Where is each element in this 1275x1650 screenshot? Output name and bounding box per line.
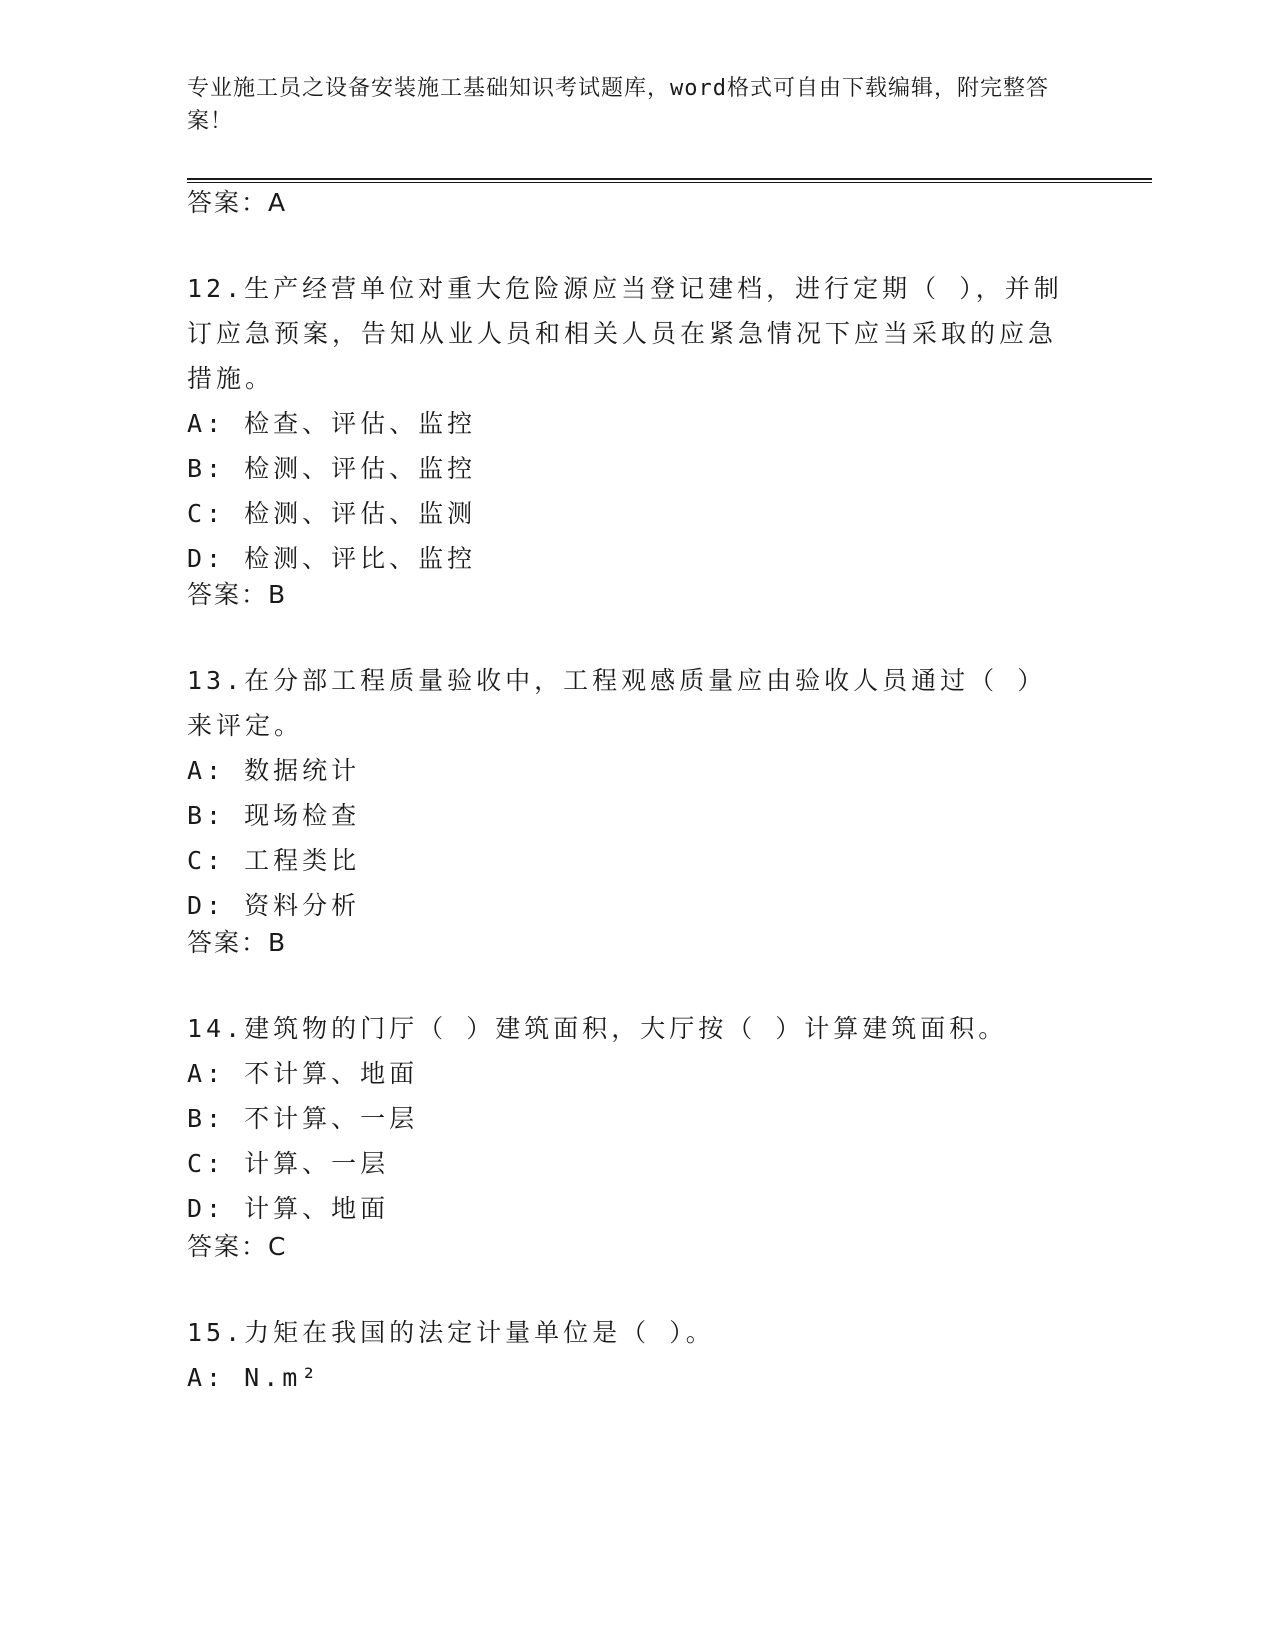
option-c: C: 计算、一层 — [187, 1149, 390, 1178]
question-12 — [187, 266, 1067, 581]
option-d: D: 检测、评比、监控 — [187, 544, 477, 573]
option-a: A: 检查、评估、监控 — [187, 409, 477, 438]
question-15 — [187, 1310, 1067, 1400]
option-a: A: N.m² — [187, 1363, 321, 1392]
question-13 — [187, 658, 1067, 928]
option-c: C: 检测、评估、监测 — [187, 499, 477, 528]
question-stem: 14.建筑物的门厅（ ）建筑面积，大厅按（ ）计算建筑面积。 — [187, 1014, 1008, 1043]
document-header: 专业施工员之设备安装施工基础知识考试题库，word格式可自由下载编辑，附完整答案！ — [187, 76, 1049, 134]
option-c: C: 工程类比 — [187, 846, 361, 875]
option-a: A: 数据统计 — [187, 756, 361, 785]
option-d: D: 资料分析 — [187, 891, 361, 920]
option-b: B: 不计算、一层 — [187, 1104, 419, 1133]
answer-12: 答案：B — [187, 580, 288, 609]
option-a: A: 不计算、地面 — [187, 1059, 419, 1088]
question-stem: 12.生产经营单位对重大危险源应当登记建档，进行定期（ ），并制订应急预案，告知从业人员和相关人员在紧急情况下应当采取的应急措施。 — [187, 274, 1063, 393]
option-d: D: 计算、地面 — [187, 1194, 390, 1223]
answer-14: 答案：C — [187, 1232, 288, 1261]
question-14 — [187, 1006, 1067, 1231]
option-b: B: 现场检查 — [187, 801, 361, 830]
previous-answer: 答案：A — [187, 188, 288, 217]
question-stem: 13.在分部工程质量验收中，工程观感质量应由验收人员通过（ ）来评定。 — [187, 666, 1047, 740]
header-divider — [187, 178, 1152, 183]
question-stem: 15.力矩在我国的法定计量单位是（ ）。 — [187, 1318, 715, 1347]
option-b: B: 检测、评估、监控 — [187, 454, 477, 483]
answer-13: 答案：B — [187, 928, 288, 957]
